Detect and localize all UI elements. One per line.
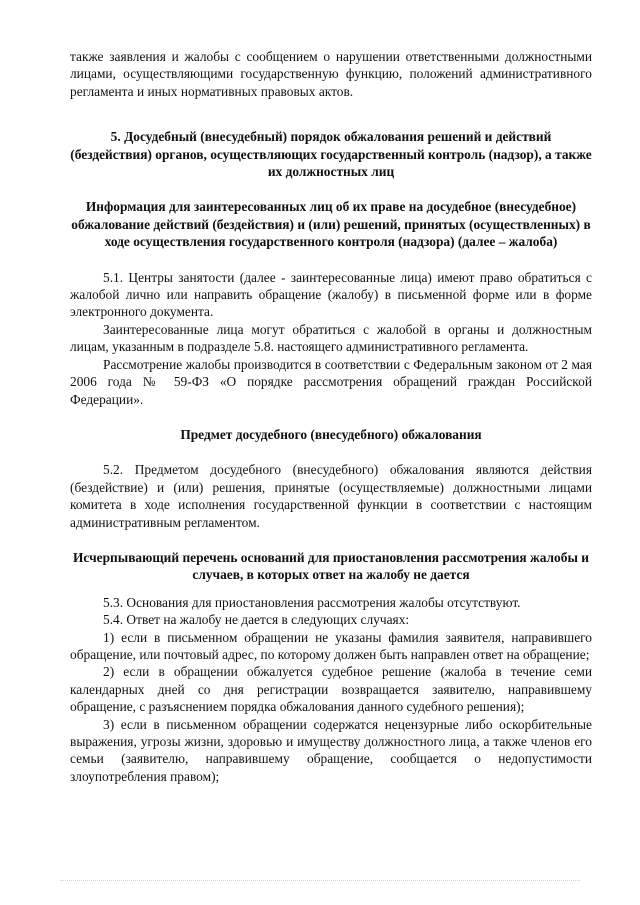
spacer (70, 408, 592, 426)
list-item-2: 2) если в обращении обжалуется судебное решение (жалоба в течение семи календарных дней со дня регистрации возвращается заявителю, направившему обращение, с разъяснением порядка обжалования данного судебного решения); (70, 664, 592, 715)
paragraph-review: Рассмотрение жалобы производится в соответствии с Федеральным законом от 2 мая 2006 года № 59-ФЗ «О порядке рассмотрения обращений граждан Российской Федерации». (70, 356, 592, 407)
subject-heading: Предмет досудебного (внесудебного) обжалования (180, 426, 482, 442)
paragraph-5-2: 5.2. Предметом досудебного (внесудебного) обжалования являются действия (бездействие) и (или) решения, принятые (осуществляемые) должностными лицами комитета в ходе исполнения государственной функции в соответствии с настоящим административным регламентом. (70, 462, 592, 530)
list-item-3: 3) если в письменном обращении содержатся нецензурные либо оскорбительные выражения, угрозы жизни, здоровью и имуществу должностного лица, а также членов его семьи (заявителю, направившему обращение, сообщается о недопустимости злоупотребления правом); (70, 716, 592, 784)
spacer (70, 100, 592, 128)
spacer (70, 531, 592, 549)
spacer (70, 251, 592, 269)
paragraph-5-1: 5.1. Центры занятости (далее - заинтересованные лица) имеют право обратиться с жалобой лично или направить обращение (жалобу) в письменной форме или в форме электронного документа. (70, 269, 592, 320)
info-heading: Информация для заинтересованных лиц об их праве на досудебное (внесудебное) обжалование действий (бездействия) и (или) решений, принятых (осуществленных) в ходе осуществления государственного контроля (надзора) (далее – жалоба) (71, 199, 591, 250)
spacer (70, 584, 592, 594)
paragraph-5-4: 5.4. Ответ на жалобу не дается в следующих случаях: (103, 612, 410, 628)
paragraph-continuation: также заявления и жалобы с сообщением о нарушении ответственными должностными лицами, осуществляющими государственную функцию, положений административного регламента и иных нормативных правовых актов. (70, 49, 592, 99)
spacer (70, 443, 592, 461)
paragraph-5-3: 5.3. Основания для приостановления рассмотрения жалобы отсутствуют. (103, 594, 521, 610)
paragraph-interested-persons: Заинтересованные лица могут обратиться с жалобой в органы и должностным лицам, указанным в подразделе 5.8. настоящего административного регламента. (70, 321, 592, 355)
grounds-heading: Исчерпывающий перечень оснований для приостановления рассмотрения жалобы и случаев, в которых ответ на жалобу не дается (73, 549, 589, 583)
section-5-title: 5. Досудебный (внесудебный) порядок обжалования решений и действий (бездействия) органов, осуществляющих государственный контроль (надзор), а также их должностных лиц (70, 129, 592, 180)
list-item-1: 1) если в письменном обращении не указаны фамилия заявителя, направившего обращение, или почтовый адрес, по которому должен быть направлен ответ на обращение; (70, 629, 592, 662)
page-bottom-edge (60, 880, 580, 881)
document-page (70, 48, 592, 785)
spacer (70, 180, 592, 198)
